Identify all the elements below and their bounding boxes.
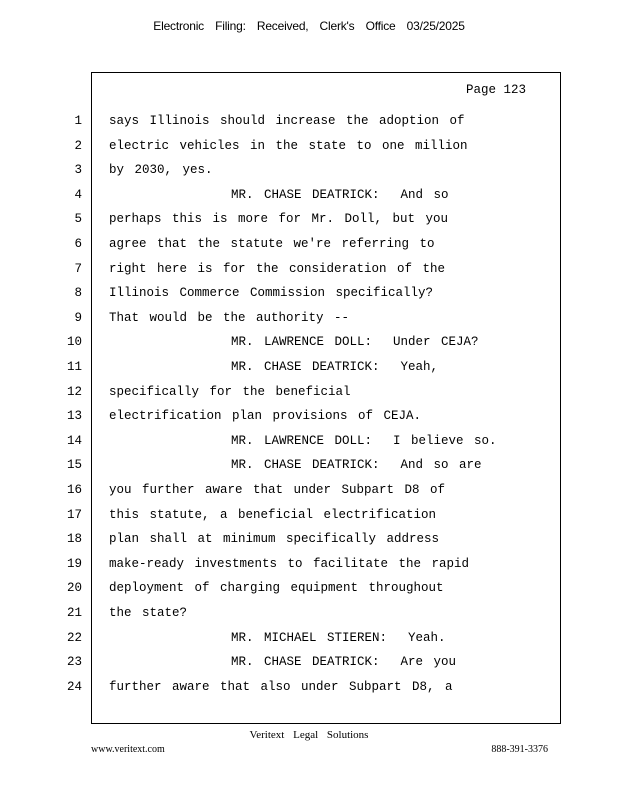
line-number: 4	[74, 187, 82, 202]
line-number: 14	[66, 433, 82, 448]
line-number: 8	[74, 286, 82, 301]
filing-stamp-header: Electronic Filing: Received, Clerk's Office 03/25/2025	[153, 19, 465, 33]
line-text: the state?	[109, 606, 188, 620]
line-text: specifically for the beneficial	[109, 384, 351, 399]
line-number: 19	[66, 556, 82, 571]
line-text: MR. CHASE DEATRICK: And so	[231, 187, 449, 202]
line-text: make-ready investments to facilitate the rapid	[109, 556, 470, 571]
line-number: 22	[66, 630, 82, 645]
line-number: 1	[74, 114, 82, 128]
line-number: 20	[66, 581, 82, 596]
line-text: agree that the statute we're referring to	[109, 237, 435, 251]
line-number: 23	[66, 655, 82, 670]
transcript-line	[0, 655, 618, 675]
line-text: MR. CHASE DEATRICK: Are you	[231, 655, 457, 670]
line-number: 24	[66, 679, 82, 694]
footer-website: www.veritext.com	[91, 744, 165, 755]
line-text: MR. CHASE DEATRICK: Yeah,	[231, 360, 439, 374]
line-number: 17	[66, 507, 82, 522]
transcript-line	[0, 311, 618, 331]
line-number: 9	[74, 310, 82, 325]
line-text: this statute, a beneficial electrification	[109, 507, 437, 522]
transcript-line	[0, 532, 618, 552]
transcript-line	[0, 237, 618, 257]
footer-phone: 888-391-3376	[491, 744, 548, 755]
line-number: 16	[66, 483, 82, 497]
line-text: you further aware that under Subpart D8 of	[109, 483, 446, 497]
line-text: MR. MICHAEL STIEREN: Yeah.	[231, 630, 446, 645]
line-number: 7	[74, 261, 82, 276]
transcript-line	[0, 409, 618, 429]
line-text: right here is for the consideration of the	[109, 261, 446, 276]
line-text: says Illinois should increase the adoption of	[109, 114, 465, 128]
line-text: further aware that also under Subpart D8, a	[109, 679, 453, 694]
transcript-line	[0, 262, 618, 282]
line-text: MR. LAWRENCE DOLL: Under CEJA?	[231, 335, 479, 350]
transcript-line	[0, 360, 618, 380]
transcript-line	[0, 114, 618, 134]
transcript-line	[0, 458, 618, 478]
transcript-line	[0, 212, 618, 232]
line-number: 2	[74, 138, 82, 153]
line-number: 12	[66, 384, 82, 399]
transcript-line	[0, 335, 618, 355]
transcript-line	[0, 385, 618, 405]
transcript-line	[0, 286, 618, 306]
line-number: 5	[74, 212, 82, 227]
line-number: 15	[66, 458, 82, 473]
line-number: 11	[66, 360, 82, 374]
line-number: 3	[74, 163, 82, 178]
transcript-line	[0, 606, 618, 626]
line-text: perhaps this is more for Mr. Doll, but you	[109, 212, 449, 227]
line-text: electric vehicles in the state to one million	[109, 138, 468, 153]
line-text: MR. CHASE DEATRICK: And so are	[231, 458, 482, 473]
line-number: 21	[66, 606, 82, 620]
transcript-line	[0, 631, 618, 651]
transcript-line	[0, 557, 618, 577]
line-text: MR. LAWRENCE DOLL: I believe so.	[231, 433, 497, 448]
line-text: Illinois Commerce Commission specifically?	[109, 286, 434, 301]
transcript-line	[0, 483, 618, 503]
line-text: That would be the authority --	[109, 310, 350, 325]
line-text: plan shall at minimum specifically address	[109, 532, 440, 547]
line-number: 6	[74, 237, 82, 251]
line-number: 18	[66, 532, 82, 547]
line-text: by 2030, yes.	[109, 163, 213, 178]
page-number: Page 123	[465, 83, 526, 97]
transcript-line	[0, 188, 618, 208]
transcript-line	[0, 434, 618, 454]
line-number: 13	[66, 409, 82, 424]
line-number: 10	[66, 335, 82, 350]
transcript-line	[0, 508, 618, 528]
transcript-line	[0, 139, 618, 159]
line-text: electrification plan provisions of CEJA.	[109, 409, 422, 424]
line-text: deployment of charging equipment throughout	[109, 581, 444, 596]
footer-company: Veritext Legal Solutions	[249, 729, 369, 741]
transcript-line	[0, 680, 618, 700]
transcript-line	[0, 163, 618, 183]
transcript-line	[0, 581, 618, 601]
